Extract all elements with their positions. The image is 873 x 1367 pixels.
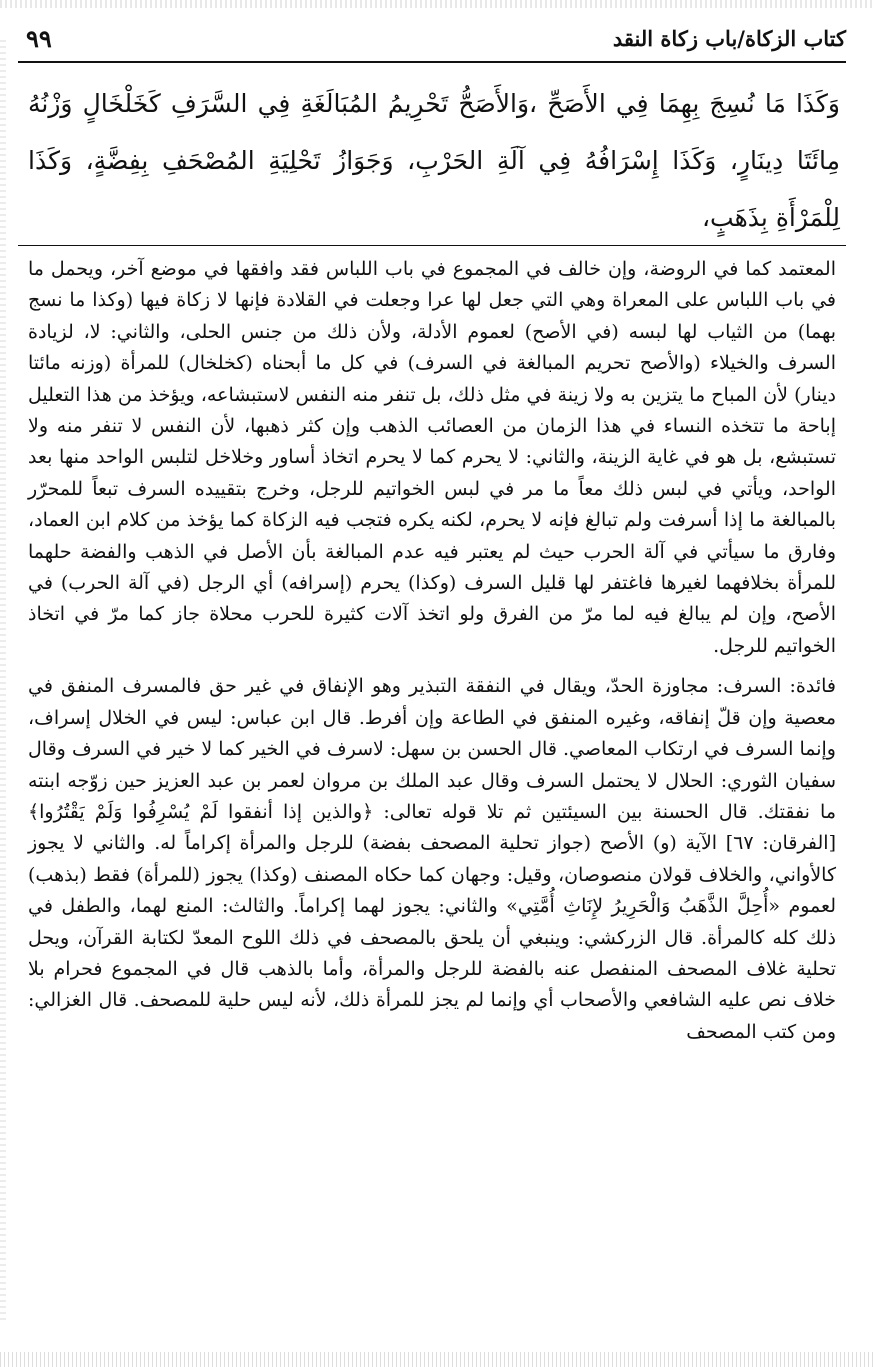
scan-edge-top: [0, 0, 873, 8]
scan-edge-left: [0, 40, 6, 1320]
page-number: ٩٩: [26, 24, 52, 53]
running-title: كتاب الزكاة/باب زكاة النقد: [612, 26, 846, 51]
matn-text: وَكَذَا مَا نُسِجَ بِهِمَا فِي الأَصَحِّ ،وَالأَصَحُّ تَحْرِيمُ المُبَالَغَةِ فِي السَّرَفِ كَخَلْخَالٍ وَزْنُهُ مِائَتَا دِينَارٍ، وَكَذَا إِسْرَافُهُ فِي آلَةِ الحَرْبِ، وَجَوَازُ تَحْلِيَةِ المُصْحَفِ بِفِضَّةٍ، وَكَذَا لِلْمَرْأَةِ بِذَهَبٍ،: [28, 89, 840, 232]
matn-divider: [18, 245, 846, 246]
page-header: [18, 22, 846, 60]
header-rule: [18, 61, 846, 63]
commentary: [28, 254, 836, 1048]
commentary-paragraph-1: المعتمد كما في الروضة، وإن خالف في المجموع في باب اللباس فقد وافقها في موضع آخر، ويحمل ما في باب اللباس على المعراة وهي التي جعل لها عرا وجعلت في القلادة فإنها لا زكاة فيها (وكذا ما نسج بهما) من الثياب لها لبسه (في الأصح) لعموم الأدلة، ولأن ذلك من جنس الحلى، والثاني: لا، لزيادة السرف والخيلاء (والأصح تحريم المبالغة في السرف) في كل ما أبحناه (كخلخال) للمرأة (وزنه مائتا دينار) لأن المباح ما يتزين به ولا زينة في مثل ذلك، بل تنفر منه النفس لاستبشاعه، ويؤخذ من هذا التعليل إباحة ما تتخذه النساء في هذا الزمان من العصائب الذهب وإن كثر ذهبها، لأن النفس لا تنفر منه ولا تستبشع، بل هو في غاية الزينة، والثاني: لا يحرم كما لا يحرم اتخاذ أساور وخلاخل لتلبس الواحد منها بعد الواحد، ويأتي في لبس ذلك معاً ما مر في لبس الخواتيم للرجل، وخرج بتقييده السرف تبعاً للمحرّر بالمبالغة ما إذا أسرفت ولم تبالغ فإنه لا يحرم، لكنه يكره فتجب فيه الزكاة كما يؤخذ من كلام ابن العماد، وفارق ما سيأتي في آلة الحرب حيث لم يعتبر فيه عدم المبالغة بأن الأصل في الذهب والفضة حلهما للمرأة بخلافهما لغيرها فاغتفر لها قليل السرف (وكذا) يحرم (إسرافه) أي الرجل (في آلة الحرب) في الأصح، وإن لم يبالغ فيه لما مرّ من الفرق ولو اتخذ آلات كثيرة للحرب محلاة جاز كما مرّ في اتخاذ الخواتيم للرجل.: [28, 258, 836, 657]
scan-edge-bottom: [0, 1352, 873, 1367]
commentary-paragraph-2: فائدة: السرف: مجاوزة الحدّ، ويقال في النفقة التبذير وهو الإنفاق في غير حق فالمسرف المنفق في معصية وإن قلّ إنفاقه، وغيره المنفق في الطاعة وإن أفرط. قال ابن عباس: ليس في الخلال إسراف، وإنما السرف في ارتكاب المعاصي. قال الحسن بن سهل: لاسرف في الخير كما لا خير في السرف وقال سفيان الثوري: الحلال لا يحتمل السرف وقال عبد الملك بن مروان لعمر بن عبد العزيز حين زوّجه ابنته ما نفقتك. قال الحسنة بين السيئتين ثم تلا قوله تعالى: ﴿والذين إذا أنفقوا لَمْ يُسْرِفُوا وَلَمْ يَقْتُرُوا﴾ [الفرقان: ٦٧] الآية (و) الأصح (جواز تحلية المصحف بفضة) للرجل والمرأة إكراماً له. والثاني لا يجوز كالأواني، والخلاف قولان منصوصان، وقيل: وجهان كما حكاه المصنف (وكذا) يجوز (للمرأة) فقط (بذهب) لعموم «أُحِلَّ الذَّهَبُ وَالْحَرِيرُ لإِنَاثِ أُمَّتِي» والثاني: يجوز لهما إكراماً. والثالث: المنع لهما، والطفل في ذلك كله كالمرأة. قال الزركشي: وينبغي أن يلحق بالمصحف في ذلك اللوح المعدّ لكتابة القرآن، ويحل تحلية غلاف المصحف المنفصل عنه بالفضة للرجل والمرأة، وأما بالذهب قال في المجموع فحرام بلا خلاف نص عليه الشافعي والأصحاب أي وإنما لم يجز للمرأة ذلك، لأنه ليس حلية للمصحف. قال الغزالي: ومن كتب المصحف: [28, 675, 836, 1043]
